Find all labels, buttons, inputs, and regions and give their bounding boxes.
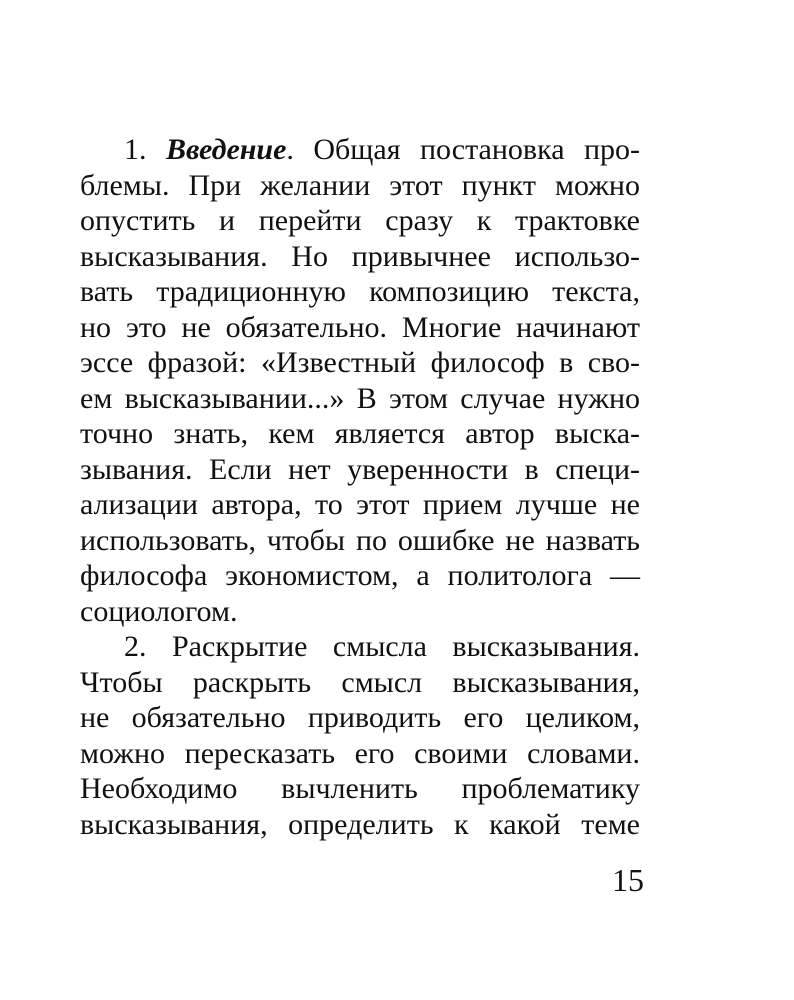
- text-line: точно знать, кем является автор выска-: [80, 417, 640, 450]
- line-text: . Общая постановка про-: [286, 133, 640, 166]
- text-line: философа экономистом, а политолога —: [80, 559, 640, 592]
- text-line: опустить и перейти сразу к трактовке: [80, 204, 640, 237]
- text-line: высказывания. Но привычнее использо-: [80, 239, 640, 273]
- text-line: Чтобы раскрыть смысл высказывания,: [80, 665, 640, 699]
- section-number: 1.: [124, 133, 166, 166]
- page-number: 15: [612, 862, 644, 898]
- text-line: можно пересказать его своими словами.: [80, 736, 640, 770]
- text-line: эссе фразой: «Известный философ в сво-: [80, 346, 640, 379]
- text-line: ализации автора, то этот прием лучше не: [80, 488, 640, 521]
- text-line: блемы. При желании этот пункт можно: [80, 168, 640, 202]
- text-line: социологом.: [80, 594, 238, 628]
- text-line: использовать, чтобы по ошибке не назвать: [80, 523, 640, 557]
- paragraph-1-line-1: [80, 132, 640, 168]
- text-line: не обязательно приводить его целиком,: [80, 701, 640, 734]
- text-line: ем высказывании...» В этом случае нужно: [80, 381, 640, 415]
- text-line: но это не обязательно. Многие начинают: [80, 310, 640, 344]
- section-title: Введение: [165, 133, 287, 166]
- body-text: [80, 132, 640, 842]
- text-line: высказывания, определить к какой теме: [80, 807, 640, 841]
- paragraph-2-line-1: 2. Раскрытие смысла высказывания.: [124, 630, 640, 663]
- text-line: вать традиционную композицию текста,: [80, 275, 640, 308]
- text-line: Необходимо вычленить проблематику: [80, 772, 640, 805]
- text-line: зывания. Если нет уверенности в специ-: [80, 452, 640, 486]
